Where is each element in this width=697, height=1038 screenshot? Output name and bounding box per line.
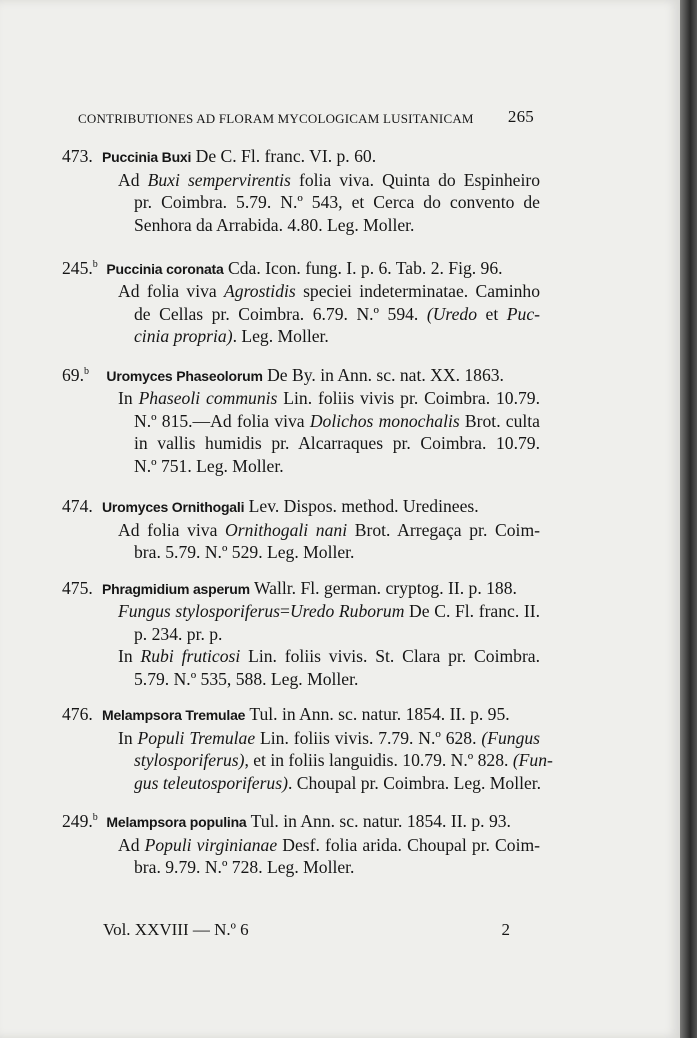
text: Senhora da Arrabida. 4.80. Leg. Moller. [134, 214, 415, 235]
running-head-title: CONTRIBUTIONES AD FLORAM MYCOLOGICAM LUSITANICAM [78, 111, 474, 126]
text: pr. Coimbra. 5.79. N.º 543, et Cerca do convento de [134, 192, 540, 212]
text: speciei indeterminatae. Caminho [295, 281, 541, 302]
host-name: Buxi sempervirentis [147, 169, 291, 190]
text: In [118, 727, 138, 748]
species-entry [62, 145, 540, 236]
entry-number: 476. [62, 704, 93, 725]
book-edge [680, 0, 697, 1038]
entry-number [62, 361, 102, 386]
text: de Cellas pr. Coimbra. 6.79. N.º 594. [134, 303, 427, 324]
text: Ad [118, 834, 145, 855]
host-name: Populi Tremulae [137, 727, 256, 748]
text: Lin. foliis vivis pr. Coimbra. 10.79. [277, 388, 540, 409]
signature-mark: 2 [501, 920, 510, 939]
text: In [118, 388, 139, 409]
text: N.º 815.—Ad folia viva [134, 410, 310, 431]
citation: Cda. Icon. fung. I. p. 6. Tab. 2. Fig. 96. [223, 257, 503, 278]
entry-number: 473. [62, 146, 93, 166]
text: N.º 751. Leg. Moller. [134, 455, 284, 476]
text: bra. 9.79. N.º 728. Leg. Moller. [134, 857, 355, 878]
species-entry [62, 495, 540, 564]
text: Brot. Arregaça pr. Coim- [347, 519, 540, 540]
text: = [280, 601, 290, 622]
host-name: Agrostidis [224, 281, 296, 302]
text: , et in foliis languidis. 10.79. N.º 828. [244, 750, 513, 771]
text: Lin. foliis vivis. 7.79. N.º 628. [255, 727, 482, 748]
text: Brot. culta [459, 410, 540, 431]
text: bra. 5.79. N.º 529. Leg. Moller. [134, 542, 355, 563]
text: et [477, 303, 507, 324]
page-number: 265 [507, 107, 534, 126]
entry-number-suffix: b [84, 365, 89, 377]
species-name: Phragmidium asperum [102, 580, 250, 597]
citation: Lev. Dispos. method. Uredinees. [244, 496, 479, 517]
citation: De By. in Ann. sc. nat. XX. 1863. [262, 364, 504, 385]
species-name: Melampsora populina [106, 814, 247, 831]
species-entry [62, 361, 540, 477]
species-name: Melampsora Tremulae [102, 707, 246, 724]
entry-number-value: 69. [62, 364, 84, 385]
entry-number: 474. [62, 496, 93, 517]
synonym: (Fungus [481, 727, 541, 748]
species-entry [62, 254, 540, 348]
citation: De C. Fl. franc. VI. p. 60. [191, 146, 377, 166]
species-entry [62, 703, 553, 794]
entry-number-value: 249. [62, 811, 93, 832]
citation: Tul. in Ann. sc. natur. 1854. II. p. 93. [246, 811, 511, 832]
text: Ad [118, 169, 148, 190]
entry-number-suffix: b [92, 812, 98, 824]
host-name: Dolichos monochalis [309, 410, 460, 431]
synonym: Puc- [506, 303, 540, 324]
species-name: Puccinia coronata [106, 260, 224, 277]
synonym: stylosporiferus) [134, 750, 245, 771]
citation: Tul. in Ann. sc. natur. 1854. II. p. 95. [245, 704, 510, 725]
text: . Choupal pr. Coimbra. Leg. Moller. [287, 772, 542, 793]
text: in vallis humidis pr. Alcarraques pr. Coimbra. 10.79. [134, 433, 540, 454]
text: Lin. foliis vivis. St. Clara pr. Coimbra. [240, 646, 541, 667]
text: p. 234. pr. p. [134, 623, 223, 644]
entry-number: 475. [62, 577, 93, 598]
citation: Wallr. Fl. german. cryptog. II. p. 188. [249, 577, 517, 598]
host-name: Ornithogali nani [225, 519, 348, 540]
text: Ad folia viva [118, 519, 226, 540]
synonym: Fungus stylosporiferus [118, 601, 281, 622]
entry-number [62, 807, 102, 832]
species-name: Uromyces Ornithogali [102, 499, 245, 516]
entry-number-suffix: b [92, 259, 98, 270]
host-name: Rubi fruticosi [140, 646, 241, 667]
volume-label: Vol. XXVIII — N.º 6 [103, 920, 249, 939]
host-name: Populi virginianae [144, 834, 278, 855]
text: In [118, 646, 141, 667]
synonym: Uredo Ruborum [289, 601, 405, 622]
text: Ad folia viva [118, 281, 225, 302]
text: Desf. folia arida. Choupal pr. Coim- [277, 834, 541, 855]
text: folia viva. Quinta do Espinheiro [290, 169, 540, 190]
species-name: Uromyces Phaseolorum [106, 367, 263, 384]
text: . Leg. Moller. [232, 326, 329, 347]
host-name: Phaseoli communis [138, 388, 278, 409]
synonym: (Fun- [512, 750, 553, 771]
species-name: Puccinia Buxi [102, 149, 192, 165]
synonym: gus teleutosporiferus) [134, 772, 288, 793]
species-entry [62, 577, 540, 691]
entry-number-value: 245. [62, 257, 93, 278]
species-entry [62, 807, 540, 878]
text: De C. Fl. franc. II. [404, 601, 541, 622]
species-list [62, 145, 553, 879]
synonym: (Uredo [426, 303, 478, 324]
text: 5.79. N.º 535, 588. Leg. Moller. [134, 668, 359, 689]
synonym: cinia propria) [134, 326, 233, 347]
entry-number [62, 254, 102, 279]
